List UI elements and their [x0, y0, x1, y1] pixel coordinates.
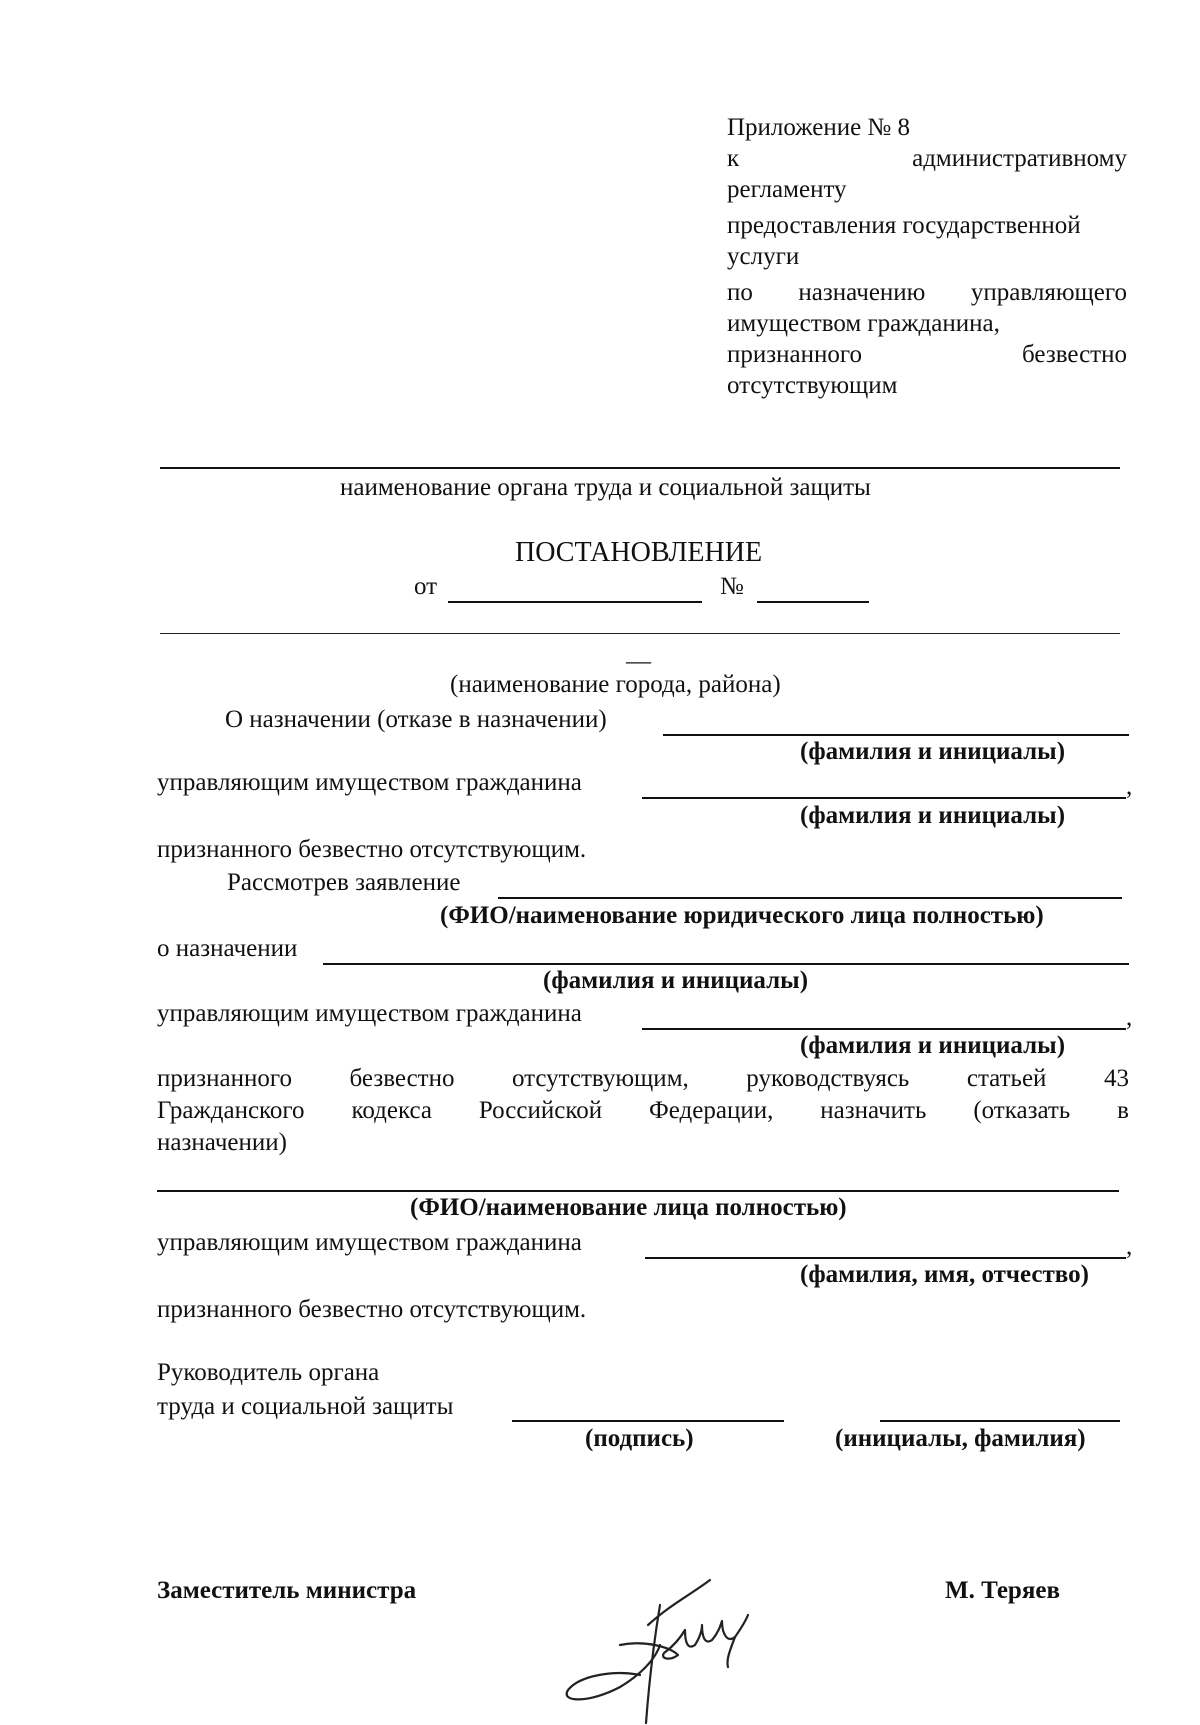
body-name-caption: наименование органа труда и социальной защиты [340, 474, 871, 501]
caption-fio-legal: (ФИО/наименование юридического лица полностью) [440, 902, 1044, 929]
paragraph-word: руководствуясь [746, 1065, 910, 1092]
comma-2: , [1126, 1004, 1133, 1031]
initials-field [880, 1420, 1120, 1422]
head-label-2: труда и социальной защиты [157, 1393, 454, 1420]
annex-title: Приложение № 8 [727, 114, 911, 141]
caption-fio-1: (фамилия и инициалы) [800, 738, 1066, 765]
missing-text-2: признанного безвестно отсутствующим. [157, 1296, 587, 1323]
annex-word: признанного [727, 341, 862, 368]
paragraph-word: 43 [1103, 1065, 1129, 1092]
missing-text-1: признанного безвестно отсутствующим. [157, 836, 587, 863]
city-caption: (наименование города, района) [450, 671, 781, 698]
caption-signature: (подпись) [585, 1425, 694, 1452]
body-name-line [160, 467, 1120, 469]
paragraph-word: статьей [966, 1065, 1047, 1092]
caption-fio-full: (фамилия, имя, отчество) [800, 1261, 1089, 1288]
manager-field-3 [645, 1257, 1126, 1259]
manager-field-2 [642, 1028, 1126, 1030]
annex-word: управляющего [970, 279, 1127, 306]
date-field [448, 601, 702, 603]
reviewed-label: Рассмотрев заявление [227, 869, 461, 896]
annex-line-8 [727, 339, 1127, 370]
paragraph-line-1 [157, 1064, 1129, 1094]
annex-line-9: отсутствующим [727, 372, 898, 399]
annex-line-2 [727, 143, 1127, 174]
paragraph-line-3: назначении) [157, 1129, 287, 1156]
manager-label-1: управляющим имуществом гражданина [157, 769, 582, 796]
comma-1: , [1126, 773, 1133, 800]
annex-line-5: услуги [727, 243, 800, 270]
paragraph-word: кодекса [351, 1097, 432, 1124]
city-line [160, 633, 1120, 634]
caption-fio-4: (фамилия и инициалы) [800, 1032, 1066, 1059]
document-title: ПОСТАНОВЛЕНИЕ [515, 537, 763, 568]
paragraph-line-2 [157, 1096, 1129, 1126]
head-label-1: Руководитель органа [157, 1359, 380, 1386]
manager-label-2: управляющим имуществом гражданина [157, 1000, 582, 1027]
appoint-label: О назначении (отказе в назначении) [225, 706, 607, 733]
annex-word: по [727, 279, 753, 306]
annex-word: назначению [798, 279, 926, 306]
annex-word: административному [912, 145, 1127, 172]
annex-line-6 [727, 277, 1127, 308]
annex-line-7: имуществом гражданина, [727, 310, 1000, 337]
signature-field [512, 1420, 784, 1422]
number-label: № [720, 573, 744, 600]
caption-initials: (инициалы, фамилия) [835, 1425, 1086, 1452]
person-field [157, 1190, 1119, 1192]
annex-word: безвестно [1022, 341, 1127, 368]
paragraph-word: Гражданского [157, 1097, 305, 1124]
manager-label-3: управляющим имуществом гражданина [157, 1229, 582, 1256]
manager-field-1 [642, 797, 1126, 799]
annex-line-3: регламенту [727, 176, 847, 203]
paragraph-word: признанного [157, 1065, 292, 1092]
annex-block [727, 112, 1127, 401]
paragraph-word: Федерации, [649, 1097, 774, 1124]
handwritten-signature [560, 1575, 770, 1725]
paragraph-word: Российской [478, 1097, 603, 1124]
paragraph-word: отсутствующим, [512, 1065, 689, 1092]
caption-fio-person: (ФИО/наименование лица полностью) [410, 1194, 847, 1221]
signatory-position: Заместитель министра [157, 1577, 417, 1604]
caption-fio-2: (фамилия и инициалы) [800, 802, 1066, 829]
city-dash: — [626, 648, 651, 675]
reviewed-field [498, 897, 1122, 899]
paragraph-word: в [1117, 1097, 1129, 1124]
number-field [757, 601, 869, 603]
comma-3: , [1126, 1233, 1133, 1260]
paragraph-word: безвестно [349, 1065, 455, 1092]
paragraph-word: (отказать [973, 1097, 1071, 1124]
signatory-name: М. Теряев [945, 1577, 1060, 1604]
about-field [323, 963, 1129, 965]
annex-line-4: предоставления государственной [727, 212, 1081, 239]
about-label: о назначении [157, 935, 298, 962]
annex-word: к [727, 145, 740, 172]
date-label: от [414, 573, 438, 600]
appoint-field [663, 734, 1129, 736]
caption-fio-3: (фамилия и инициалы) [543, 967, 809, 994]
paragraph-word: назначить [820, 1097, 927, 1124]
